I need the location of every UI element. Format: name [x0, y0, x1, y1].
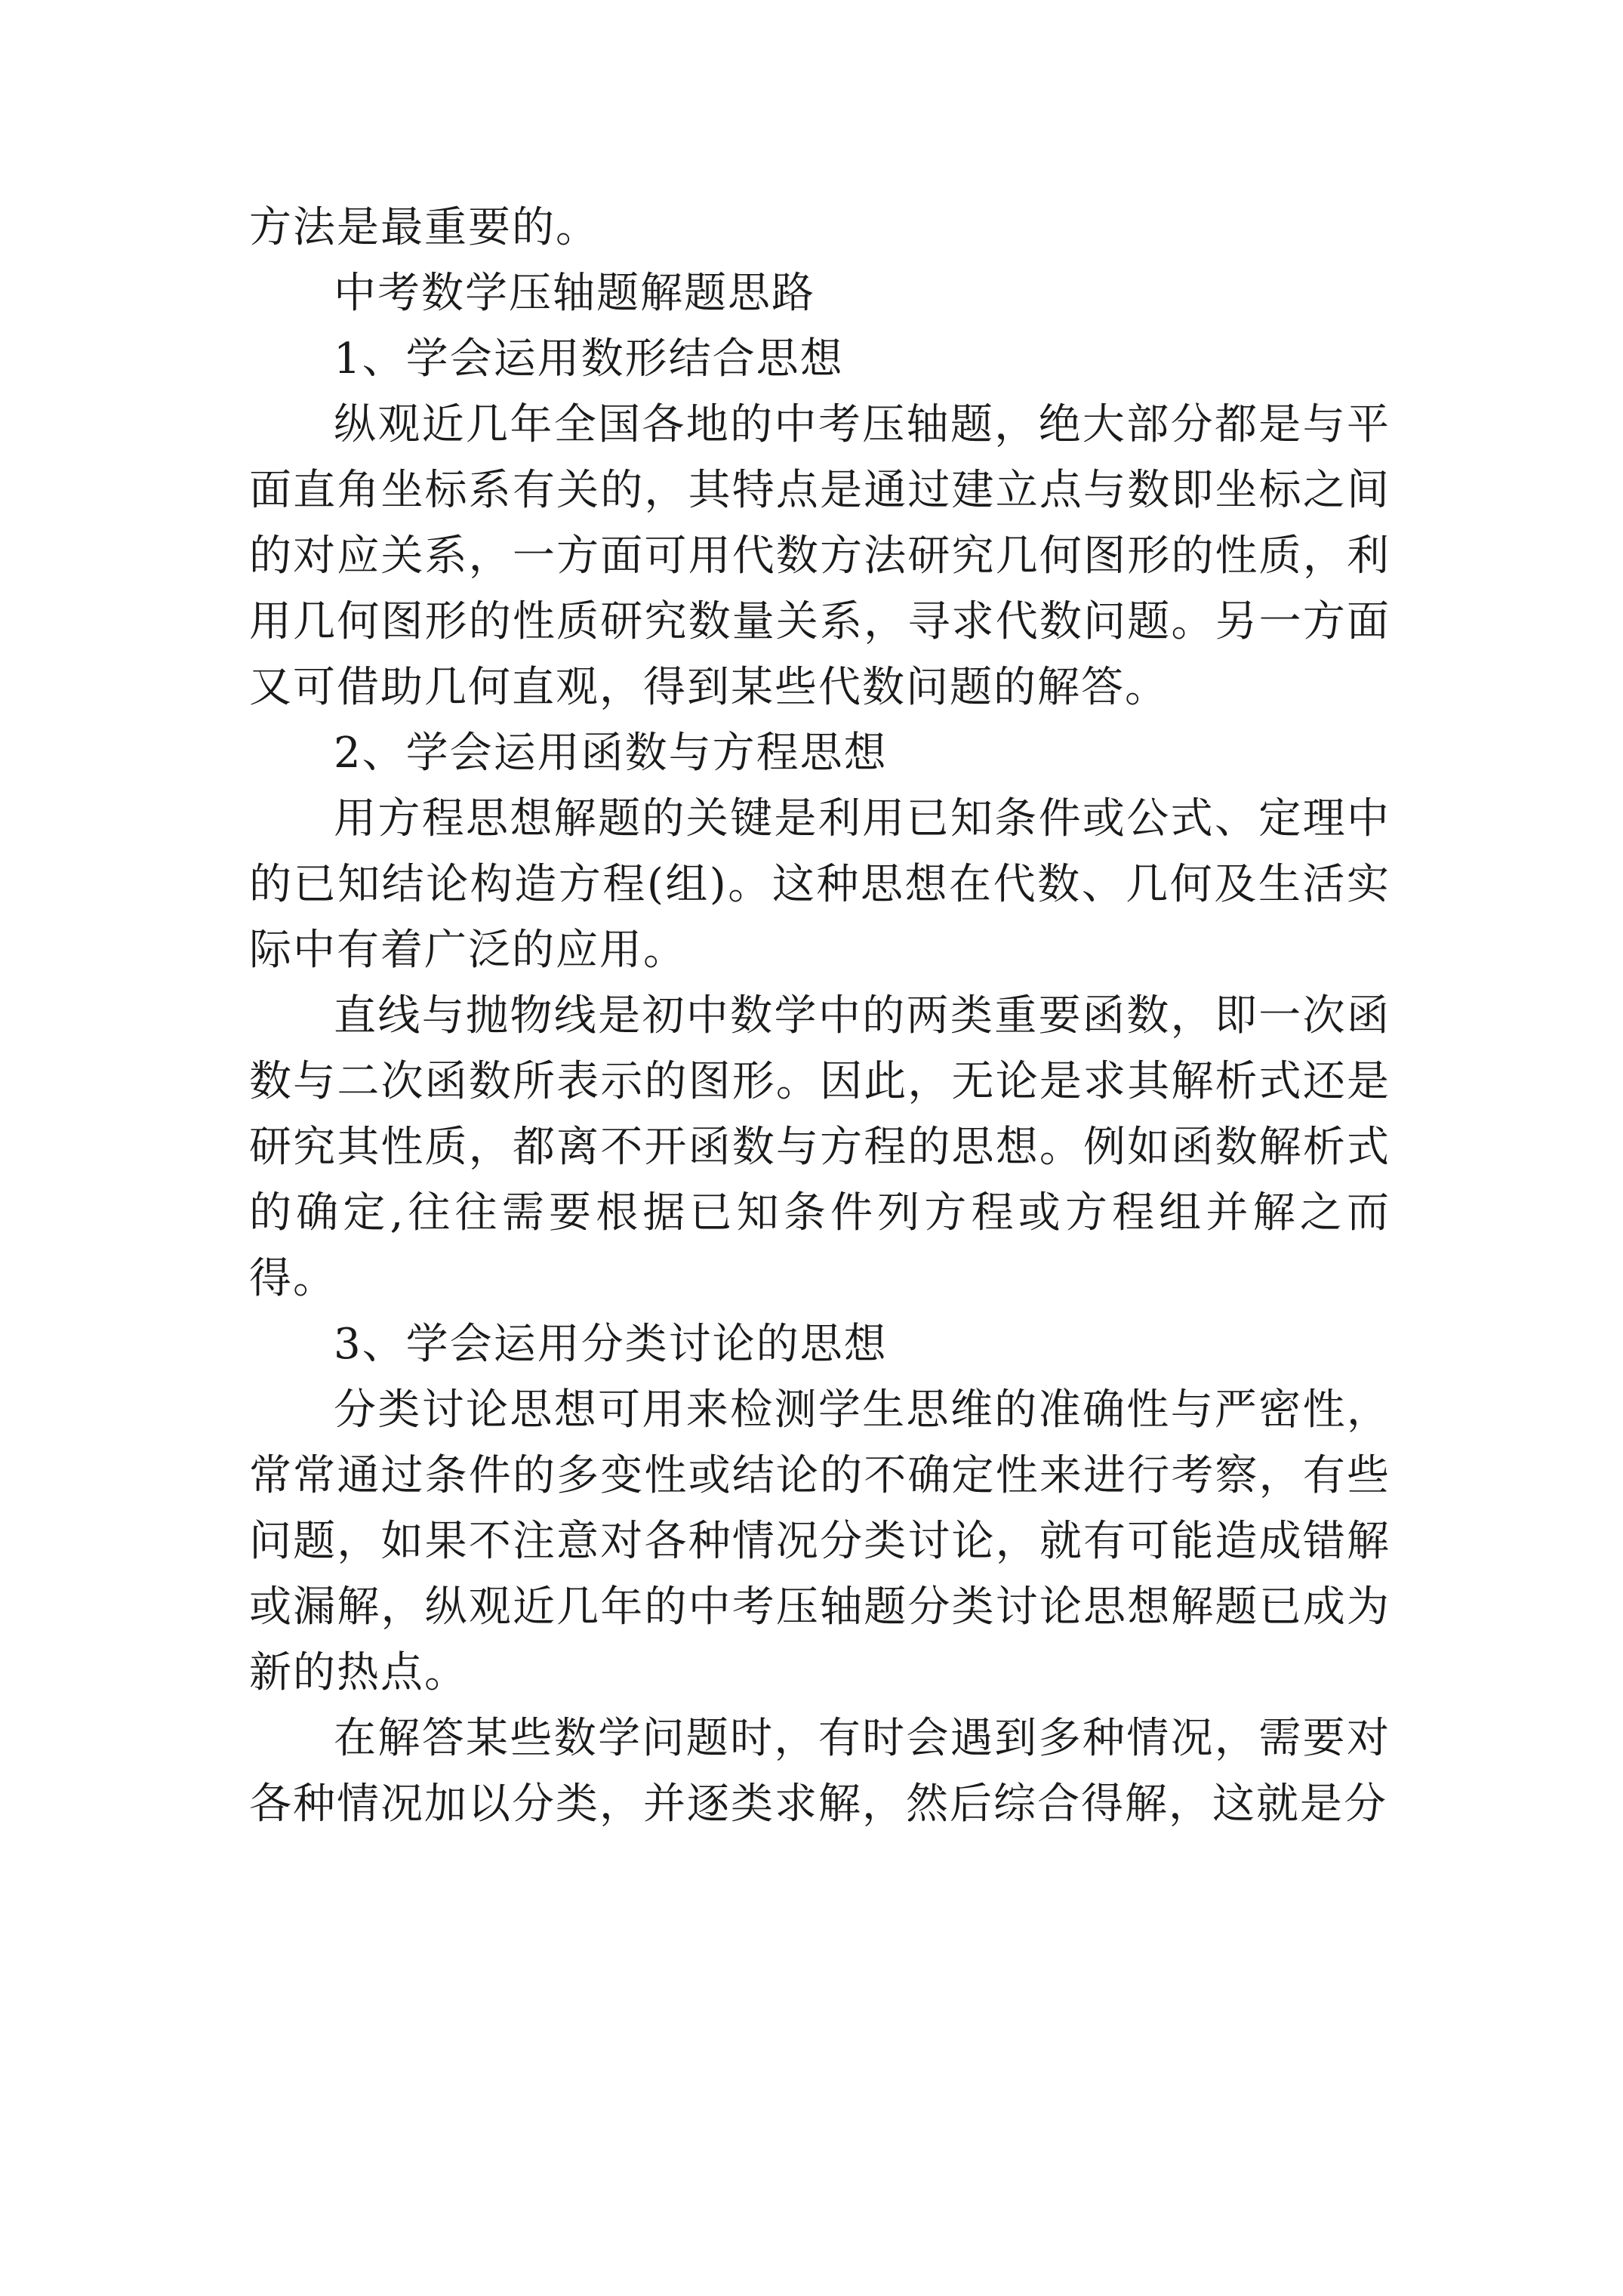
- subheading-3: 3、学会运用分类讨论的思想: [334, 1320, 888, 1369]
- subheading-2: 2、学会运用函数与方程思想: [334, 729, 888, 778]
- paragraph-3: 直线与抛物线是初中数学中的两类重要函数，即一次函数与二次函数所表示的图形。因此，无论是求其解析式还是研究其性质，都离不开函数与方程的思想。例如函数解析式的确定,往往需要根据已知条件列方程或方程组并解之而得。: [249, 991, 1390, 1303]
- paragraph-4: 分类讨论思想可用来检测学生思维的准确性与严密性，常常通过条件的多变性或结论的不确定性来进行考察，有些问题，如果不注意对各种情况分类讨论，就有可能造成错解或漏解，纵观近几年的中考压轴题分类讨论思想解题已成为新的热点。: [249, 1385, 1390, 1697]
- paragraph-1: 纵观近几年全国各地的中考压轴题，绝大部分都是与平面直角坐标系有关的，其特点是通过建立点与数即坐标之间的对应关系，一方面可用代数方法研究几何图形的性质，利用几何图形的性质研究数量关系，寻求代数问题。另一方面又可借助几何直观，得到某些代数问题的解答。: [249, 400, 1390, 712]
- section-title: 中考数学压轴题解题思路: [334, 269, 815, 318]
- paragraph-5: 在解答某些数学问题时，有时会遇到多种情况，需要对各种情况加以分类，并逐类求解，然后综合得解，这就是分: [249, 1714, 1390, 1829]
- paragraph-2: 用方程思想解题的关键是利用已知条件或公式、定理中的已知结论构造方程(组)。这种思想在代数、几何及生活实际中有着广泛的应用。: [249, 794, 1390, 975]
- subheading-1: 1、学会运用数形结合思想: [334, 334, 844, 384]
- paragraph-continuation: 方法是最重要的。: [249, 203, 599, 252]
- document-body: [249, 195, 1390, 1837]
